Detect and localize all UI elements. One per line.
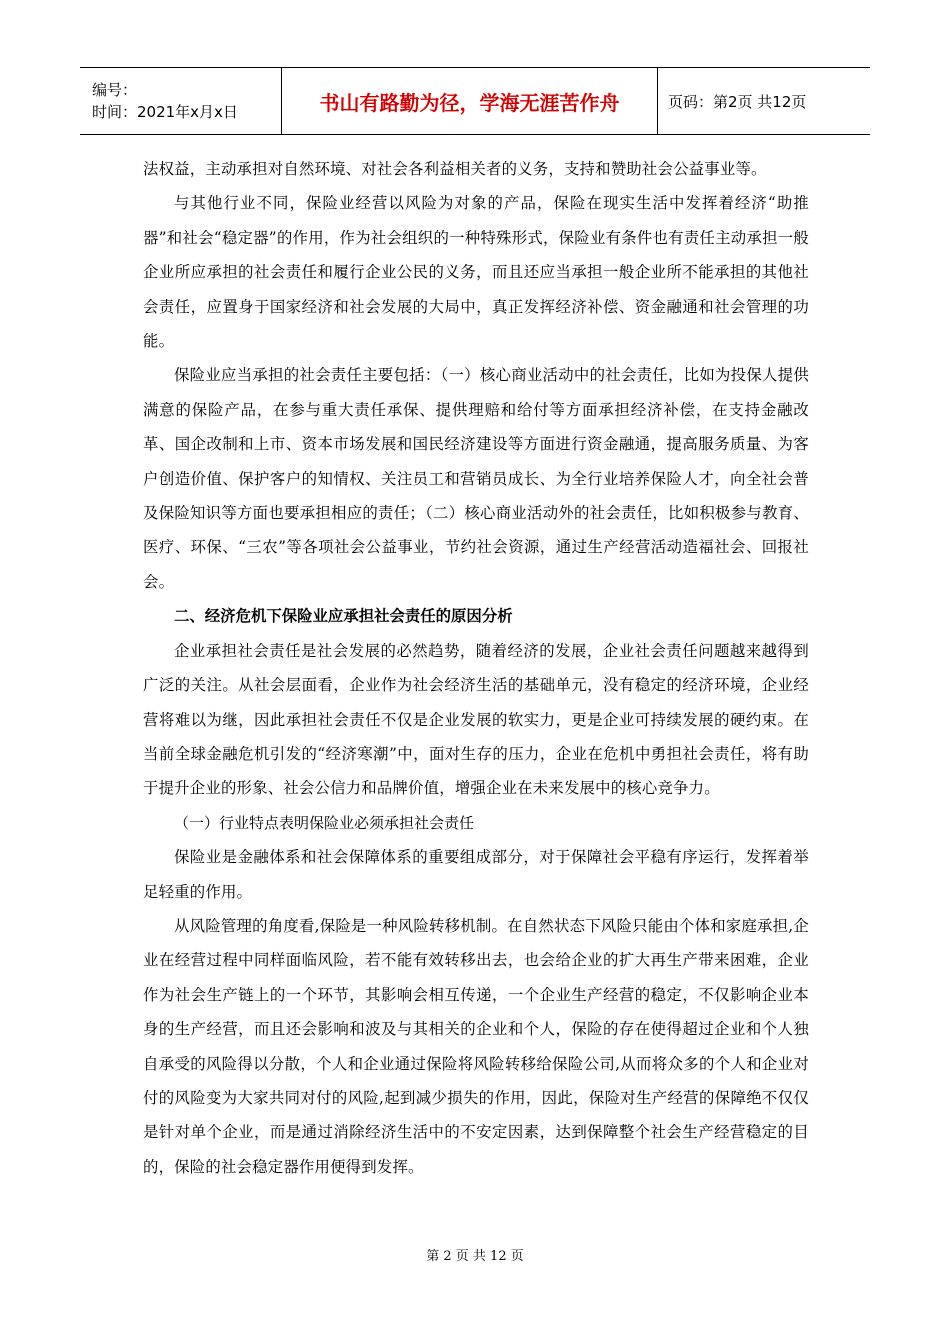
- paragraph: 企业承担社会责任是社会发展的必然趋势，随着经济的发展，企业社会责任问题越来越得到广泛的关注。从社会层面看，企业作为社会经济生活的基础单元，没有稳定的经济环境，企业经营将难以为继，因此承担社会责任不仅是企业发展的软实力，更是企业可持续发展的硬约束。在当前全球金融危机引发的“经济寒潮”中，面对生存的压力，企业在危机中勇担社会责任，将有助于提升企业的形象、社会公信力和品牌价值，增强企业在未来发展中的核心竞争力。: [143, 641, 809, 798]
- header-meta: [80, 68, 282, 134]
- document-number-label: 编号：: [92, 81, 138, 99]
- document-date-label: 时间：2021年x月x日: [92, 103, 238, 121]
- page-footer: 第 2 页 共 12 页: [426, 1249, 524, 1264]
- paragraph: 从风险管理的角度看,保险是一种风险转移机制。在自然状态下风险只能由个体和家庭承担,企业在经营过程中同样面临风险，若不能有效转移出去，也会给企业的扩大再生产带来困难，企业作为社会生产链上的一个环节，其影响会相互传递，一个企业生产经营的稳定，不仅影响企业本身的生产经营，而且还会影响和波及与其相关的企业和个人，保险的存在使得超过企业和个人独自承受的风险得以分散，个人和企业通过保险将风险转移给保险公司,从而将众多的个人和企业对付的风险变为大家共同对付的风险,起到减少损失的作用，因此，保险对生产经营的保障绝不仅仅是针对单个企业，而是通过消除经济生活中的不安定因素，达到保障整个社会生产经营稳定的目的，保险的社会稳定器作用便得到发挥。: [143, 916, 809, 1176]
- paragraph: 与其他行业不同，保险业经营以风险为对象的产品，保险在现实生活中发挥着经济“助推器”和社会“稳定器”的作用，作为社会组织的一种特殊形式，保险业有条件也有责任主动承担一般企业所应承担的社会责任和履行企业公民的义务，而且还应当承担一般企业所不能承担的其他社会责任，应置身于国家经济和社会发展的大局中，真正发挥经济补偿、资金融通和社会管理的功能。: [143, 194, 809, 351]
- header-page-number: 页码：第2页 共12页: [668, 92, 807, 111]
- page-header: [80, 67, 870, 135]
- paragraph: 保险业应当承担的社会责任主要包括：（一）核心商业活动中的社会责任，比如为投保人提供满意的保险产品，在参与重大责任承保、提供理赔和给付等方面承担经济补偿，在支持金融改革、国企改制和上市、资本市场发展和国民经济建设等方面进行资金融通，提高服务质量、为客户创造价值、保护客户的知情权、关注员工和营销员成长、为全行业培养保险人才，向全社会普及保险知识等方面也要承担相应的责任；（二）核心商业活动外的社会责任，比如积极参与教育、医疗、环保、“三农”等各项社会公益事业，节约社会资源，通过生产经营活动造福社会、回报社会。: [143, 366, 809, 591]
- paragraph: 法权益，主动承担对自然环境、对社会各利益相关者的义务，支持和赞助社会公益事业等。: [143, 160, 767, 178]
- document-body: [143, 152, 809, 1184]
- header-motto: 书山有路勤为径，学海无涯苦作舟: [282, 68, 658, 134]
- section-heading: 二、经济危机下保险业应承担社会责任的原因分析: [174, 607, 513, 626]
- subsection-heading: （一）行业特点表明保险业必须承担社会责任: [174, 813, 475, 832]
- paragraph: 保险业是金融体系和社会保障体系的重要组成部分，对于保障社会平稳有序运行，发挥着举足轻重的作用。: [143, 848, 809, 901]
